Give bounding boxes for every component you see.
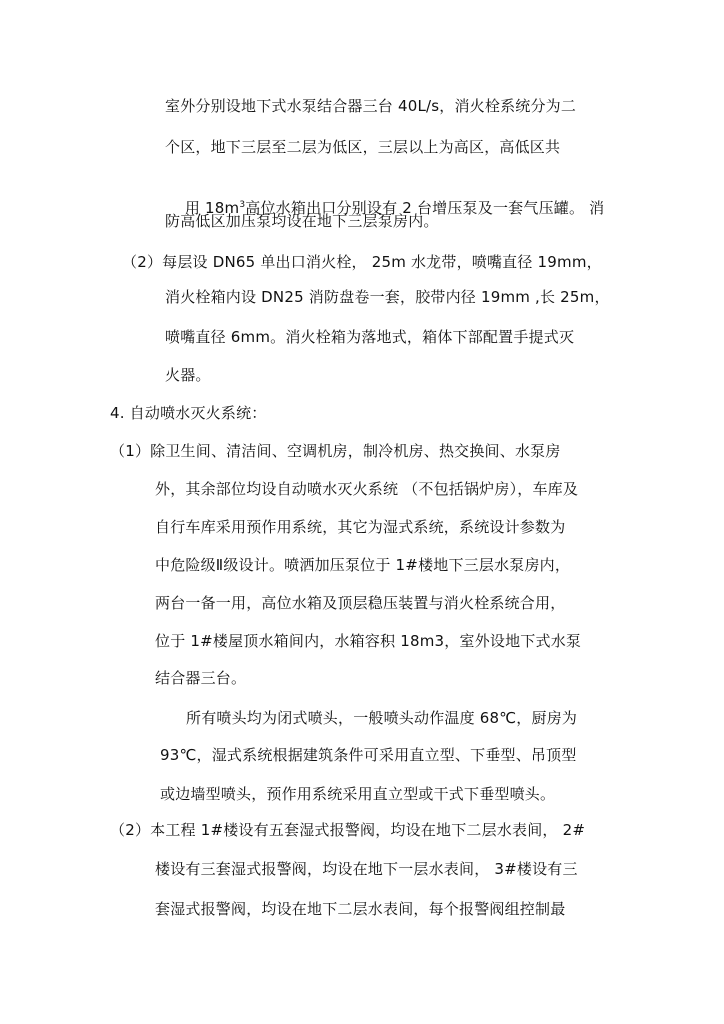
text-line: 或边墙型喷头，预作用系统采用直立型或干式下垂型喷头。 (160, 785, 556, 803)
text-line: 火器。 (165, 366, 211, 384)
text-line: 套湿式报警阀，均设在地下二层水表间，每个报警阀组控制最 (155, 900, 566, 918)
text-line: 自行车库采用预作用系统，其它为湿式系统，系统设计参数为 (155, 518, 566, 536)
text-line: 中危险级Ⅱ级设计。喷洒加压泵位于 1#楼地下三层水泵房内， (155, 556, 571, 574)
text-line: 楼设有三套湿式报警阀，均设在地下一层水表间， 3#楼设有三 (155, 860, 578, 878)
text-line: 结合器三台。 (155, 669, 247, 687)
text-line: 防高低区加压泵均设在地下三层泵房内。 (165, 212, 439, 230)
text-line: 外，其余部位均设自动喷水灭火系统 （不包括锅炉房），车库及 (155, 480, 579, 498)
text-line: 所有喷头均为闭式喷头，一般喷头动作温度 68℃，厨房为 (186, 709, 578, 727)
text-line: （1）除卫生间、清洁间、空调机房，制冷机房、热交换间、水泵房 (110, 442, 561, 460)
text-fragment: 用 18m (184, 199, 240, 217)
text-line: 个区，地下三层至二层为低区，三层以上为高区，高低区共 (165, 138, 561, 156)
section-heading: 4. 自动喷水灭火系统： (110, 404, 267, 422)
text-line: （2）每层设 DN65 单出口消火栓， 25m 水龙带，喷嘴直径 19mm， (122, 253, 602, 271)
text-line: （2）本工程 1#楼设有五套湿式报警阀，均设在地下二层水表间， 2# (110, 821, 586, 839)
text-line: 位于 1#楼屋顶水箱间内，水箱容积 18m3，室外设地下式水泵 (155, 632, 582, 650)
text-line: 消火栓箱内设 DN25 消防盘卷一套，胶带内径 19mm ,长 25m， (165, 288, 610, 306)
text-fragment: 高位水箱出口分别设有 2 台增压泵及一套气压罐。 消 (245, 199, 605, 217)
text-line: 93℃，湿式系统根据建筑条件可采用直立型、下垂型、吊顶型 (160, 746, 577, 764)
text-line: 两台一备一用，高位水箱及顶层稳压装置与消火栓系统合用， (155, 594, 566, 612)
text-line: 喷嘴直径 6mm。消火栓箱为落地式，箱体下部配置手提式灭 (165, 328, 575, 346)
superscript: 3 (239, 200, 246, 210)
text-line: 室外分别设地下式水泵结合器三台 40L/s，消火栓系统分为二 (165, 97, 577, 115)
